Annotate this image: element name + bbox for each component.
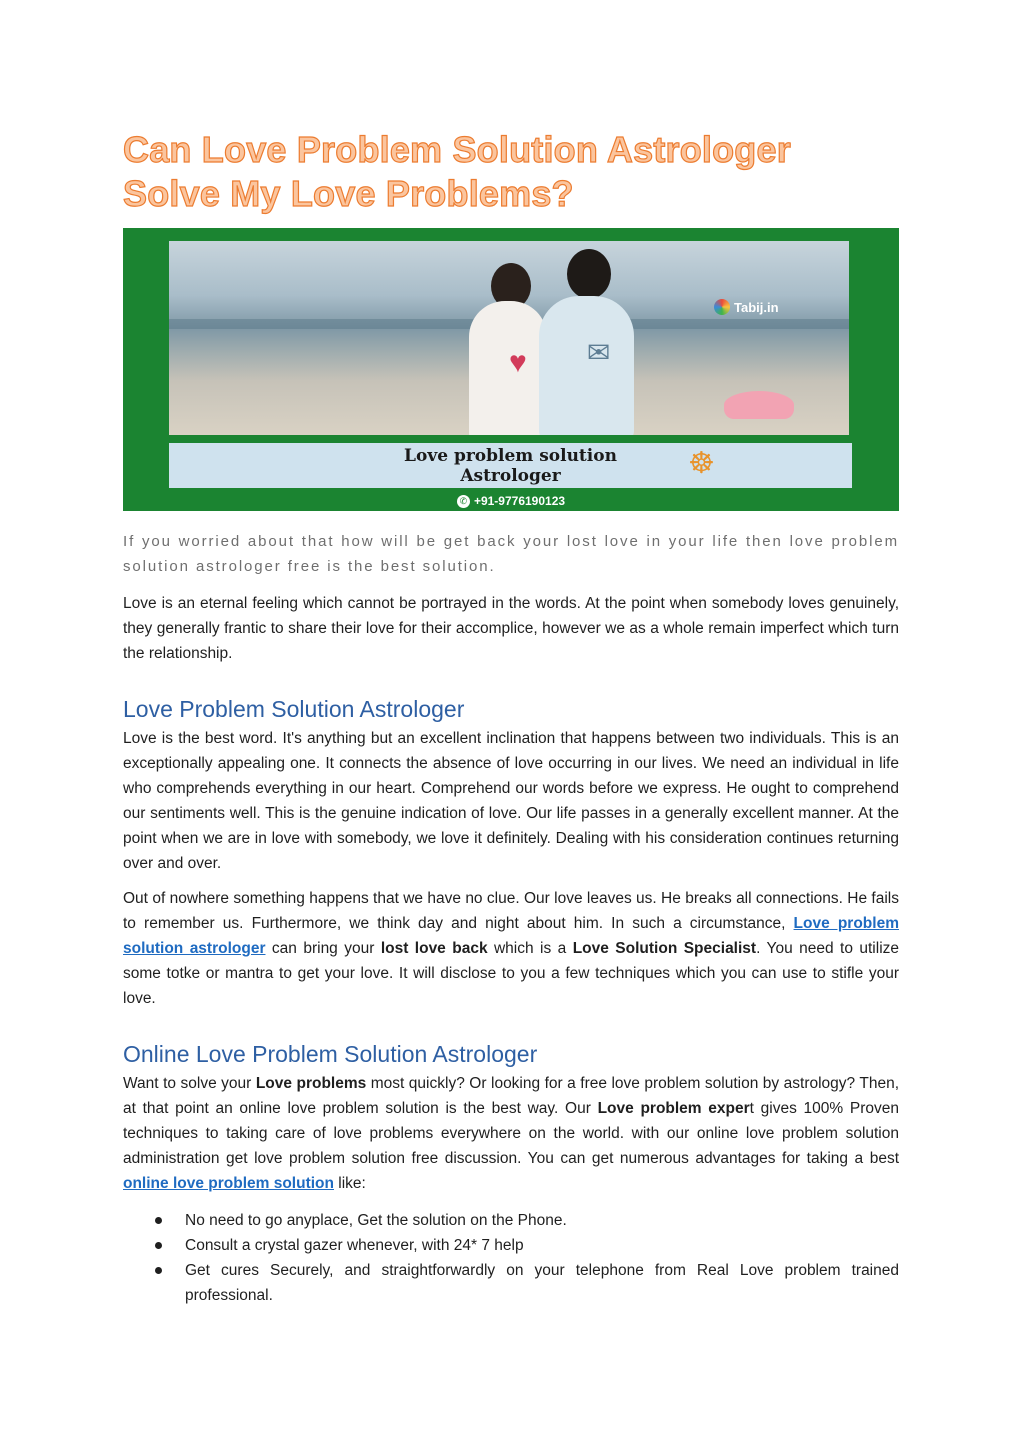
list-item-text: Get cures Securely, and straightforwardly on your telephone from Real Love problem trained professional. [185, 1262, 899, 1304]
love-problem-solution-astrologer-link[interactable]: Love problem solution astrologer [123, 915, 899, 957]
text-run: can bring your [265, 940, 381, 957]
bold-text: lost love back [380, 940, 488, 957]
online-love-problem-solution-link[interactable]: online love problem solution [123, 1175, 334, 1192]
text-run: Out of nowhere something happens that we have no clue. Our love leaves us. He breaks all connections. He fails to remember us. Furthermore, we think day and night about him. In such a circumstance, [123, 890, 899, 932]
title-line-1: Can Love Problem Solution Astrologer [123, 129, 791, 170]
text-run: most quickly? Or looking for a free love problem solution by astrology? Then, at that point an online love problem solution is the best way. Our [123, 1075, 900, 1117]
banner-caption [169, 443, 852, 488]
list-item-text: Consult a crystal gazer whenever, with 24* 7 help [185, 1237, 524, 1254]
phone-icon: ✆ [457, 495, 470, 508]
bold-text: Love problem exper [597, 1100, 750, 1117]
list-item-text: No need to go anyplace, Get the solution on the Phone. [185, 1212, 567, 1229]
brand-logo [714, 299, 779, 315]
couple-photo [169, 241, 849, 435]
brand-logo-icon [714, 299, 730, 315]
section-1-paragraph-1: Love is the best word. It's anything but an excellent inclination that happens between two individuals. This is an exceptionally appealing one. It connects the absence of love occurring in our lives. We need an individual in life who comprehends everything in our heart. Comprehend our words before we express. He ought to comprehend our sentiments well. This is the genuine indication of love. Our life passes in a generally excellent manner. At the point when we are in love with somebody, we love it definitely. Dealing with his consideration continues returning over and over. [123, 730, 899, 872]
list-item [123, 1258, 899, 1308]
bullet-icon [155, 1267, 162, 1274]
section-1-paragraph-2 [123, 886, 899, 1011]
paragraph-1: Love is an eternal feeling which cannot be portrayed in the words. At the point when somebody loves genuinely, they generally frantic to share their love for their accomplice, however we as a whole remain imperfect which turn the relationship. [123, 595, 899, 662]
bullet-icon [155, 1217, 162, 1224]
section-2-paragraph [123, 1071, 899, 1196]
phone-number: +91-9776190123 [473, 494, 566, 508]
banner-image [123, 228, 899, 511]
banner-phone [123, 494, 899, 508]
bullet-icon [155, 1242, 162, 1249]
man-head [567, 249, 611, 299]
text-run: like: [333, 1175, 366, 1192]
sun-hat [724, 391, 794, 419]
document-content [123, 128, 899, 1308]
bold-text: Love problems [255, 1075, 367, 1092]
banner-caption-line-2: Astrologer [460, 466, 561, 486]
envelope-icon: ✉ [587, 337, 611, 368]
astrologer-icon: ☸ [688, 447, 715, 480]
brand-name: Tabij.in [734, 299, 779, 315]
bold-text: Love Solution Specialist [572, 940, 757, 957]
intro-text: If you worried about that how will be get back your lost love in your life then love problem solution astrologer free is the best solution. [123, 533, 899, 575]
text-run: . You need to utilize some totke or mantra to get your love. It will disclose to you a few techniques which you can use to stifle your love. [123, 940, 900, 1007]
benefits-list [123, 1208, 899, 1308]
section-2-heading: Online Love Problem Solution Astrologer [123, 1041, 538, 1067]
title-line-2: Solve My Love Problems? [123, 173, 574, 214]
list-item [123, 1208, 899, 1233]
text-run: t gives 100% Proven techniques to taking care of love problems everywhere on the world. with our online love problem solution administration get love problem solution free discussion. You can get numerous advantages for taking a best [123, 1100, 900, 1167]
section-1-heading: Love Problem Solution Astrologer [123, 696, 465, 722]
woman-figure [469, 301, 547, 435]
banner-caption-line-1: Love problem solution [404, 446, 617, 466]
text-run: Want to solve your [123, 1075, 256, 1092]
page-title [123, 128, 899, 216]
text-run: which is a [487, 940, 573, 957]
list-item [123, 1233, 899, 1258]
heart-icon: ♥ [509, 346, 527, 379]
